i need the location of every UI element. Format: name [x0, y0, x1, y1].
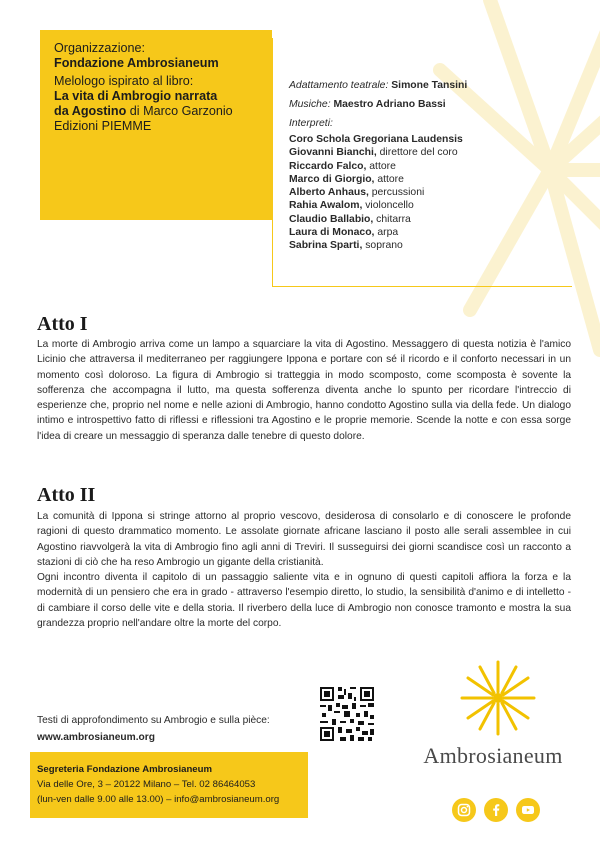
interpreti-label: Interpreti:	[289, 118, 333, 129]
youtube-icon[interactable]	[516, 798, 540, 822]
atto2-paragraph-2: Ogni incontro diventa il capitolo di un passaggio saliente vita e in ognuno di questi capitoli affiora la forza e la modernità di un pensiero che era in grado - attraverso l'esempio diretto, lo studio, la sensibilità d'animo e di intelletto - di cambiare il corso delle vite e della storia. Il riverbero della luce di Ambrogio non conosce tramonto e mostra la sua grandezza proprio nell'andare oltre la morte del corpo.	[37, 572, 571, 630]
atto1-heading: Atto I	[37, 313, 88, 335]
footer-address: Via delle Ore, 3 – 20122 Milano – Tel. 02 86464053	[37, 779, 256, 790]
interprete-item: Coro Schola Gregoriana Laudensis	[289, 134, 463, 145]
atto2-heading: Atto II	[37, 484, 96, 506]
further-reading	[37, 712, 270, 746]
footer-contact-box	[30, 752, 308, 818]
social-links	[452, 798, 540, 822]
organization-label: Organizzazione:	[54, 41, 146, 55]
atto2-text	[37, 509, 571, 631]
adattamento-name: Simone Tansini	[391, 80, 468, 91]
book-author: di Marco Garzonio	[126, 104, 233, 119]
interprete-item: Sabrina Sparti, soprano	[289, 240, 403, 252]
interprete-item: Giovanni Bianchi, direttore del coro	[289, 147, 458, 159]
interprete-item: Rahia Awalom, violoncello	[289, 200, 414, 212]
interprete-item: Laura di Monaco, arpa	[289, 227, 399, 239]
atto2-paragraph-1: La comunità di Ippona si stringe attorno al proprio vescovo, desiderosa di consolarlo e di conoscere le profonde ragioni di questo drammatico momento. Le assolate giornate africane lasciano il posto alle serali assemblee in cui Agostino riavvolgerà la vita di Ambrogio fino agli anni di Treviri. Il susseguirsi dei giorni scandisce così un racconto a stazioni di ciò che ha reso Ambrogio un gigante della cristianità.	[37, 511, 571, 568]
book-title-part: da Agostino	[54, 104, 127, 119]
footer-title: Segreteria Fondazione Ambrosianeum	[37, 764, 213, 775]
interprete-item: Marco di Giorgio, attore	[289, 173, 404, 185]
melologo-label: Melologo ispirato al libro:	[54, 73, 194, 88]
musiche-name: Maestro Adriano Bassi	[333, 99, 446, 110]
book-title-line2	[54, 104, 258, 119]
atto1-paragraph: La morte di Ambrogio arriva come un lampo a squarciare la vita di Agostino. Messaggero di questa notizia è l'amico Licinio che attraversa il mediterraneo per raggiungere Ippona e portare con sé il ricordo e il conforto necessari in un momento così doloroso. La figura di Ambrogio si tratteggia in modo scomposto, come scomposta è sovente la sofferenza che accompagna il lutto, ma questa sofferenza diventa anche lo spunto per ricordare l'intreccio di esperienze che, proprio nel nome e nelle azioni di Ambrogio, hanno condotto Agostino sulla via della fede. Un dialogo intimo e introspettivo fatto di riflessi e riflessioni tra Agostino e le proprie memorie. Scende la notte e con essa sorge l'idea di creare un messaggio di speranza dalle tenebre di questo dolore.	[37, 339, 571, 442]
ambrosianeum-logo-icon	[458, 658, 538, 738]
organization-box	[40, 30, 272, 220]
credit-musiche	[289, 99, 579, 110]
qr-code[interactable]	[318, 685, 376, 743]
further-reading-label: Testi di approfondimento su Ambrogio e sulla pièce:	[37, 715, 270, 726]
credits-block	[289, 80, 579, 253]
credit-interpreti-label	[289, 118, 579, 129]
musiche-label: Musiche:	[289, 99, 331, 110]
organization-name: Fondazione Ambrosianeum	[54, 56, 219, 71]
publisher: Edizioni PIEMME	[54, 119, 152, 134]
interpreti-list	[289, 133, 579, 253]
atto1-text	[37, 337, 571, 444]
frame-line-horizontal	[272, 286, 572, 287]
facebook-icon[interactable]	[484, 798, 508, 822]
interprete-item: Alberto Anhaus, percussioni	[289, 187, 425, 199]
frame-line-vertical	[272, 38, 273, 286]
footer-hours: (lun-ven dalle 9.00 alle 13.00) – info@ambrosianeum.org	[37, 794, 280, 805]
interprete-item: Claudio Ballabio, chitarra	[289, 213, 411, 225]
logo-wordmark: Ambrosianeum	[423, 743, 563, 768]
adattamento-label: Adattamento teatrale:	[289, 80, 389, 91]
interprete-item: Riccardo Falco, attore	[289, 160, 396, 172]
book-title-line1: La vita di Ambrogio narrata	[54, 88, 218, 103]
credit-adattamento	[289, 80, 579, 91]
instagram-icon[interactable]	[452, 798, 476, 822]
website-link[interactable]: www.ambrosianeum.org	[37, 732, 155, 743]
